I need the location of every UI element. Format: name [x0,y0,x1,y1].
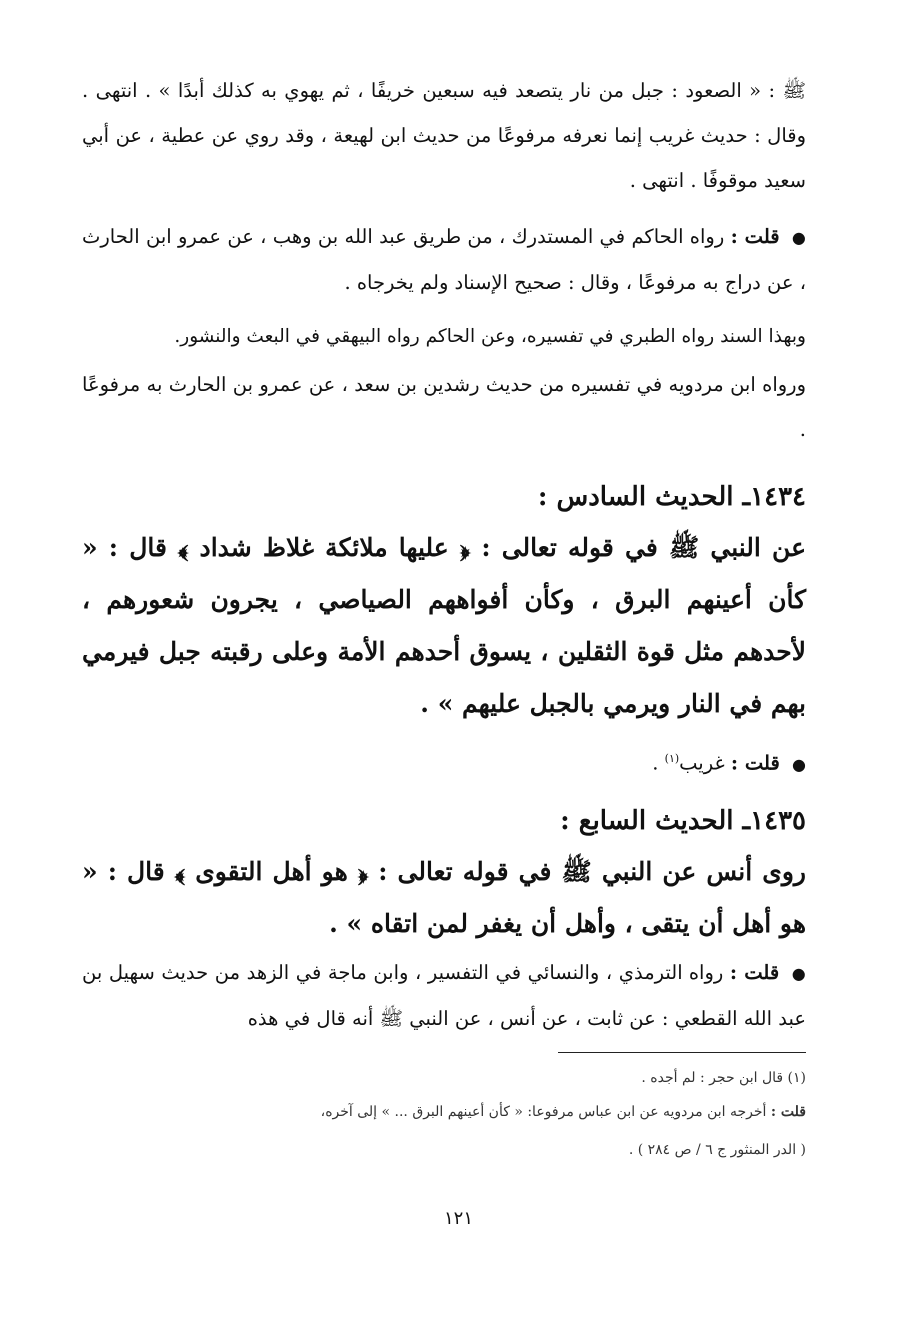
footnote-ref: (١) [664,752,680,765]
note-text: رواه الترمذي ، والنسائي في التفسير ، وابن ماجة في الزهد من حديث سهيل بن عبد الله القطعي : عن ثابت ، عن أنس ، عن النبي ﷺ أنه قال في هذه [82,961,806,1030]
note-label: قلت : [730,751,780,775]
mardawayh-block [82,362,806,452]
footnote-3: ( الدر المنثور ج ٦ / ص ٢٨٤ ) . [628,1142,806,1158]
paragraph-tabari: وبهذا السند رواه الطبري في تفسيره، وعن الحاكم رواه البيهقي في البعث والنشور. [174,326,806,347]
hadith-7-note [82,950,806,1041]
note-text: رواه الحاكم في المستدرك ، من طريق عبد الله بن وهب ، عن عمرو ابن الحارث ، عن دراج به مرفوعًا ، وقال : صحيح الإسناد ولم يخرجاه . [82,225,806,294]
hadith-6-heading: ١٤٣٤ـ الحديث السادس : [537,482,806,512]
note-hakim [82,214,806,305]
bullet-icon: ● [791,964,806,983]
hadith-7-section [82,796,806,950]
note-text: غريب [679,751,725,775]
tabari-block [82,314,806,359]
hadith-7-heading: ١٤٣٥ـ الحديث السابع : [560,806,806,836]
bullet-icon: ● [791,228,806,247]
footnote-label: قلت : [770,1104,806,1120]
hadith-6-section [82,472,806,730]
hadith-6-text: عن النبي ﷺ في قوله تعالى : ﴿ عليها ملائكة غلاظ شداد ﴾ قال : « كأن أعينهم البرق ، وكأن أفواههم الصياصي ، يجرون شعورهم ، لأحدهم مثل قوة الثقلين ، يسوق أحدهم الأمة وعلى رقبته جبل فيرمي بهم في النار ويرمي بالجبل عليهم » . [82,533,806,718]
footnote-2 [82,1100,806,1124]
top-paragraph-block [82,68,806,203]
bullet-icon: ● [792,754,806,774]
note-hakim-block [82,214,806,305]
hadith-7-note-block [82,950,806,1041]
page-number: ١٢١ [443,1208,473,1229]
hadith-7-text: روى أنس عن النبي ﷺ في قوله تعالى : ﴿ هو أهل التقوى ﴾ قال : « هو أهل أن يتقى ، وأهل أن يغفر لمن اتقاه » . [82,857,806,938]
hadith-6-note-block [82,736,806,787]
note-label: قلت : [730,225,780,248]
note-label: قلت : [729,961,780,984]
footnote-separator [558,1052,806,1053]
paragraph-mardawayh: ورواه ابن مردويه في تفسيره من حديث رشدين بن سعد ، عن عمرو بن الحارث به مرفوعًا . [82,373,806,441]
footnote-1: (١) قال ابن حجر : لم أجده . [641,1070,806,1086]
paragraph-sauud: ﷺ : « الصعود : جبل من نار يتصعد فيه سبعين خريفًا ، ثم يهوي به كذلك أبدًا » . انتهى . وقال : حديث غريب إنما نعرفه مرفوعًا من حديث ابن لهيعة ، وقد روي عن عطية ، عن أبي سعيد موقوفًا . انتهى . [82,79,806,192]
footnote-text: أخرجه ابن مردويه عن ابن عباس مرفوعا: « كأن أعينهم البرق ... » إلى آخره، [320,1104,767,1120]
hadith-6-note: ● قلت : غريب$^{(١)}$ . [652,751,806,775]
